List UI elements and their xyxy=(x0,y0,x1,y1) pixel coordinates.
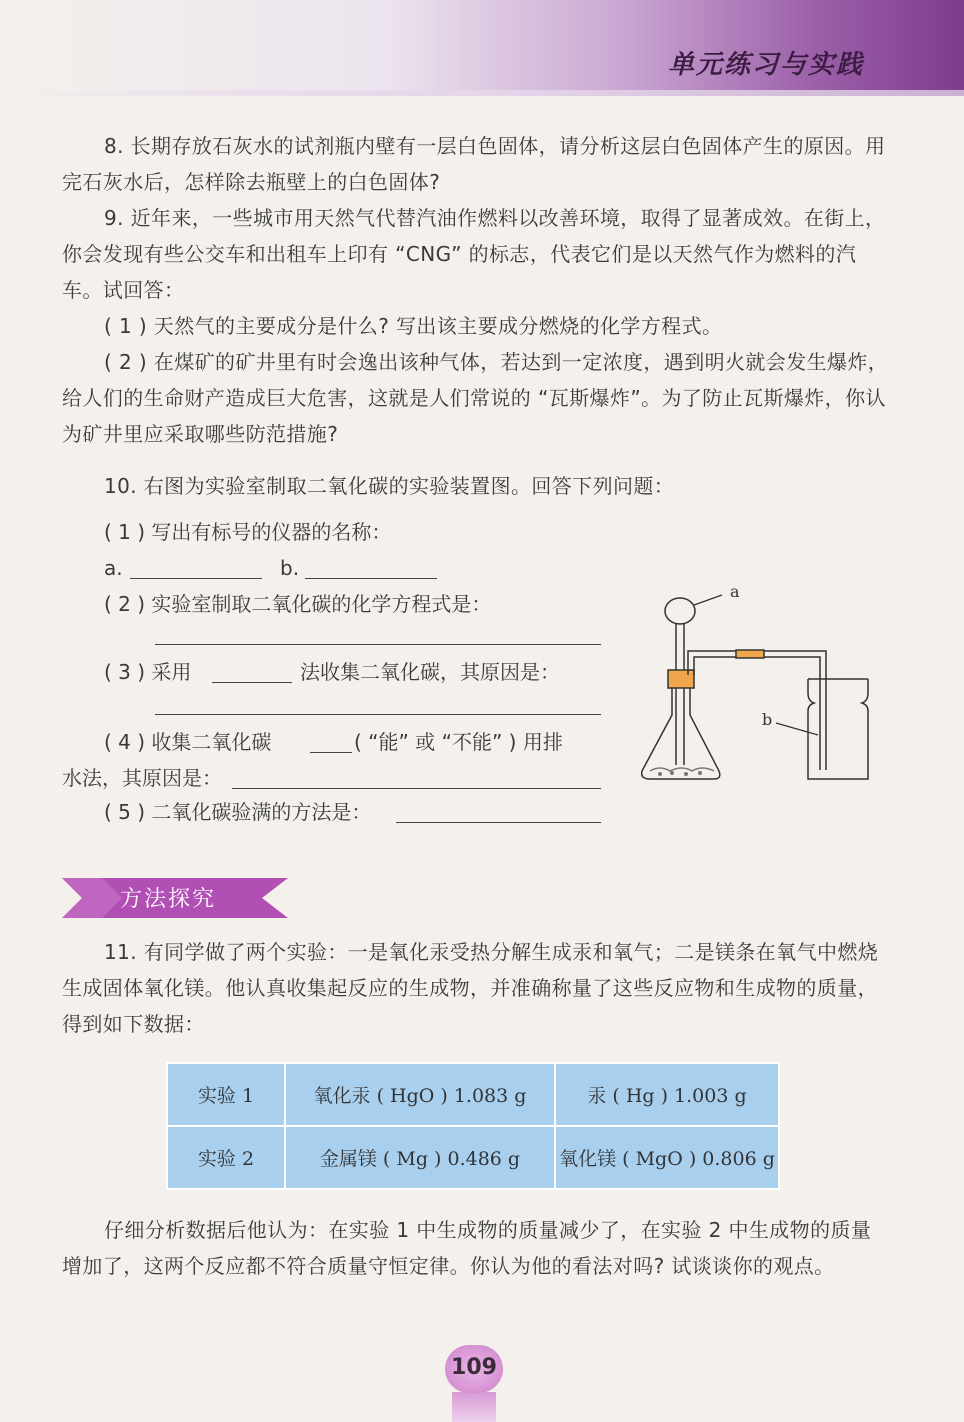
blank-a-label: a. xyxy=(104,556,123,580)
question-9-part-2: ( 2 ) 在煤矿的矿井里有时会逸出该种气体，若达到一定浓度，遇到明火就会发生爆炸，给人们的生命财产造成巨大危害，这就是人们常说的 “瓦斯爆炸”。为了防止瓦斯爆炸，你认为矿井里应采取哪些防范措施? xyxy=(62,350,889,446)
question-10-part-2: ( 2 ) 实验室制取二氧化碳的化学方程式是： xyxy=(104,592,492,616)
question-10-part-3-pre: ( 3 ) 采用 xyxy=(104,660,192,684)
label-a: a xyxy=(730,582,740,601)
table-cell: 汞 ( Hg ) 1.003 g xyxy=(555,1063,779,1126)
reason-blank-line-1 xyxy=(155,714,601,715)
reason-blank-line-2 xyxy=(232,788,601,789)
label-a-leader xyxy=(694,595,722,605)
data-table xyxy=(166,1062,780,1190)
blank-b-line xyxy=(305,578,437,579)
page-number: 109 xyxy=(451,1355,497,1380)
question-10-part-4-line-2: 水法，其原因是： xyxy=(62,766,222,790)
co2-apparatus-figure xyxy=(630,575,890,790)
blank-b-label: b. xyxy=(280,556,300,580)
question-10-part-4-post: ( “能” 或 “不能” ) 用排 xyxy=(354,730,563,754)
question-10-part-4-pre: ( 4 ) 收集二氧化碳 xyxy=(104,730,272,754)
equation-blank-line xyxy=(155,644,601,645)
can-blank-line xyxy=(310,752,352,753)
gas-jar xyxy=(808,679,868,779)
table-cell: 实验 2 xyxy=(167,1126,285,1189)
table-cell: 氧化镁 ( MgO ) 0.806 g xyxy=(555,1126,779,1189)
label-b: b xyxy=(762,710,773,729)
table-row xyxy=(167,1126,779,1189)
question-10-part-1: ( 1 ) 写出有标号的仪器的名称： xyxy=(104,520,392,544)
section-banner xyxy=(62,878,288,918)
table-cell: 氧化汞 ( HgO ) 1.083 g xyxy=(285,1063,555,1126)
question-11: 11. 有同学做了两个实验：一是氧化汞受热分解生成汞和氧气；二是镁条在氧气中燃烧生成固体氧化镁。他认真收集起反应的生成物，并准确称量了这些反应物和生成物的质量，得到如下数据： xyxy=(62,940,879,1036)
question-11-conclusion: 仔细分析数据后他认为：在实验 1 中生成物的质量减少了，在实验 2 中生成物的质量增加了，这两个反应都不符合质量守恒定律。你认为他的看法对吗? 试谈谈你的观点。 xyxy=(62,1218,872,1278)
method-blank-line xyxy=(212,682,292,683)
question-10-part-3-post: 法收集二氧化碳，其原因是： xyxy=(300,660,560,684)
unit-title: 单元练习与实践 xyxy=(667,50,864,80)
table-row xyxy=(167,1063,779,1126)
table-cell: 金属镁 ( Mg ) 0.486 g xyxy=(285,1126,555,1189)
page-number-badge xyxy=(445,1345,503,1393)
verification-blank-line xyxy=(396,822,601,823)
question-10-part-5: ( 5 ) 二氧化碳验满的方法是： xyxy=(104,800,372,824)
label-b-leader xyxy=(776,723,818,735)
page-number-tab xyxy=(452,1392,496,1422)
section-title: 方法探究 xyxy=(120,887,217,912)
question-9: 9. 近年来，一些城市用天然气代替汽油作燃料以改善环境，取得了显著成效。在街上，你会发现有些公交车和出租车上印有 “CNG” 的标志，代表它们是以天然气作为燃料的汽车。试回答： xyxy=(62,206,886,302)
conical-flask xyxy=(642,670,720,779)
question-9-part-1: ( 1 ) 天然气的主要成分是什么? 写出该主要成分燃烧的化学方程式。 xyxy=(104,314,723,338)
question-10: 10. 右图为实验室制取二氧化碳的实验装置图。回答下列问题： xyxy=(104,474,675,498)
table-cell: 实验 1 xyxy=(167,1063,285,1126)
question-8: 8. 长期存放石灰水的试剂瓶内壁有一层白色固体，请分析这层白色固体产生的原因。用完石灰水后，怎样除去瓶壁上的白色固体? xyxy=(62,134,886,194)
blank-a-line xyxy=(130,578,262,579)
